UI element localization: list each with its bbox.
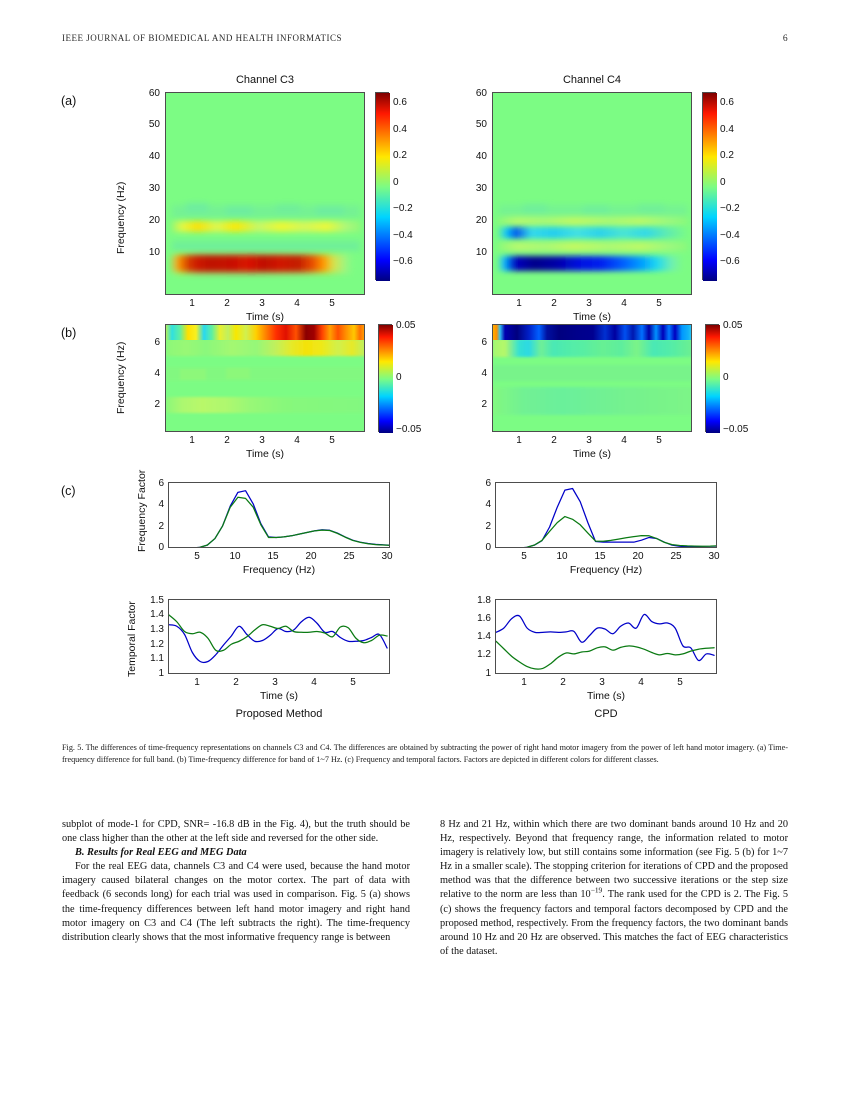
ytick-ct-right-1: 1 <box>485 668 491 679</box>
ytick-a-left-40: 40 <box>148 151 160 162</box>
figure-5 <box>60 62 790 732</box>
ytick-a-right-50: 50 <box>475 119 487 130</box>
xtick-ct-right-1: 1 <box>521 677 527 688</box>
ytick-cf-right-2: 2 <box>485 521 491 532</box>
series-line-1 <box>169 497 390 548</box>
xtick-cf-right-30: 30 <box>708 551 720 562</box>
xtick-cf-right-20: 20 <box>632 551 644 562</box>
ytick-a-right-10: 10 <box>475 247 487 258</box>
panel-c-tag: (c) <box>61 484 76 498</box>
ytick-cf-left-0: 0 <box>158 542 164 553</box>
lineplot-temporal-factor-proposed <box>168 599 390 674</box>
xlabel-a-left: Time (s) <box>245 311 285 323</box>
xtick-ct-left-3: 3 <box>272 677 278 688</box>
xtick-ct-right-4: 4 <box>638 677 644 688</box>
ytick-b-right-4: 4 <box>481 368 487 379</box>
title-channel-c3: Channel C3 <box>235 74 295 86</box>
series-line-0 <box>169 617 387 662</box>
ytick-a-right-60: 60 <box>475 88 487 99</box>
ylabel-a-left: Frequency (Hz) <box>115 181 127 254</box>
series-line-1 <box>169 615 387 651</box>
bottom-label-proposed: Proposed Method <box>235 708 323 720</box>
xtick-b-left-2: 2 <box>224 435 230 446</box>
cbtick-b-left-0: 0 <box>396 372 402 383</box>
cbtick-a-right-n0.2: −0.2 <box>720 203 740 214</box>
cbtick-a-right-n0.6: −0.6 <box>720 256 740 267</box>
xlabel-b-right: Time (s) <box>572 448 612 460</box>
series-line-0 <box>169 491 390 548</box>
xtick-cf-left-20: 20 <box>305 551 317 562</box>
ytick-cf-right-6: 6 <box>485 478 491 489</box>
xtick-cf-left-15: 15 <box>267 551 279 562</box>
xtick-cf-left-10: 10 <box>229 551 241 562</box>
heatmap-c4-full <box>492 92 692 295</box>
xlabel-ct-left: Time (s) <box>259 690 299 702</box>
ytick-a-right-40: 40 <box>475 151 487 162</box>
series-line-1 <box>496 641 714 669</box>
xtick-b-left-3: 3 <box>259 435 265 446</box>
ylabel-cf-left: Frequency Factor <box>136 469 148 552</box>
cbtick-a-left-0: 0 <box>393 177 399 188</box>
cbtick-a-right-0.2: 0.2 <box>720 150 734 161</box>
xtick-ct-left-5: 5 <box>350 677 356 688</box>
cbtick-b-right-0: 0 <box>723 372 729 383</box>
series-line-0 <box>496 489 717 549</box>
ytick-a-right-30: 30 <box>475 183 487 194</box>
figure-caption: Fig. 5. The differences of time-frequency representations on channels C3 and C4. The differences are obtained by subtracting the power of right hand motor imagery from the power of left hand motor imagery. (a) Time-frequency difference for full band. (b) Time-frequency difference for band of 1~7 Hz. (c) Frequency and temporal factors. Factors are depicted in different colors for different classes. <box>62 743 788 764</box>
xtick-cf-left-30: 30 <box>381 551 393 562</box>
xtick-b-right-3: 3 <box>586 435 592 446</box>
ylabel-b-left: Frequency (Hz) <box>115 341 127 414</box>
heatmap-c3-full <box>165 92 365 295</box>
ytick-cf-left-6: 6 <box>158 478 164 489</box>
xtick-a-left-1: 1 <box>189 298 195 309</box>
xtick-b-left-5: 5 <box>329 435 335 446</box>
ytick-a-left-30: 30 <box>148 183 160 194</box>
colorbar-a-right <box>702 92 716 280</box>
xtick-b-left-4: 4 <box>294 435 300 446</box>
ytick-a-left-10: 10 <box>148 247 160 258</box>
ytick-b-left-2: 2 <box>154 399 160 410</box>
cbtick-a-right-n0.4: −0.4 <box>720 230 740 241</box>
running-header <box>62 33 788 44</box>
xtick-cf-right-5: 5 <box>521 551 527 562</box>
ylabel-ct-left: Temporal Factor <box>126 601 138 677</box>
paragraph-right-1b: . The rank used for the CPD is 2. The Fig. 5 (c) shows the frequency factors and temporal factors decomposed by CPD and the proposed method, respectively. From the frequency factors, the two dominant bands around 10 Hz and 20 Hz are observed. This matches the fact of EEG characteristics of the dataset. <box>440 889 788 957</box>
xtick-a-right-2: 2 <box>551 298 557 309</box>
ytick-b-left-4: 4 <box>154 368 160 379</box>
cbtick-b-left-n0.05: −0.05 <box>396 424 422 435</box>
ytick-b-left-6: 6 <box>154 337 160 348</box>
ytick-ct-right-1.8: 1.8 <box>477 595 491 606</box>
ytick-cf-left-4: 4 <box>158 499 164 510</box>
xtick-a-left-2: 2 <box>224 298 230 309</box>
xlabel-ct-right: Time (s) <box>586 690 626 702</box>
xlabel-cf-left: Frequency (Hz) <box>242 564 316 576</box>
cbtick-a-left-0.6: 0.6 <box>393 97 407 108</box>
heatmap-c4-lowband <box>492 324 692 432</box>
xtick-cf-right-15: 15 <box>594 551 606 562</box>
xtick-ct-left-1: 1 <box>194 677 200 688</box>
xtick-a-left-5: 5 <box>329 298 335 309</box>
title-channel-c4: Channel C4 <box>562 74 622 86</box>
colorbar-a-left <box>375 92 389 280</box>
ytick-ct-left-1.5: 1.5 <box>150 595 164 606</box>
cbtick-a-right-0: 0 <box>720 177 726 188</box>
cbtick-a-left-n0.4: −0.4 <box>393 230 413 241</box>
xtick-a-right-5: 5 <box>656 298 662 309</box>
cbtick-a-right-0.6: 0.6 <box>720 97 734 108</box>
cbtick-b-right-0.05: 0.05 <box>723 320 743 331</box>
xtick-ct-left-4: 4 <box>311 677 317 688</box>
series-line-1 <box>496 517 717 548</box>
xlabel-b-left: Time (s) <box>245 448 285 460</box>
lineplot-freq-factor-cpd <box>495 482 717 548</box>
panel-b-tag: (b) <box>61 326 77 340</box>
ytick-ct-left-1.3: 1.3 <box>150 624 164 635</box>
xtick-a-left-3: 3 <box>259 298 265 309</box>
cbtick-a-left-n0.2: −0.2 <box>393 203 413 214</box>
body-columns <box>62 818 788 1058</box>
paragraph-right-1a: 8 Hz and 21 Hz, within which there are two dominant bands around 10 Hz and 20 Hz, respectively. Beyond that frequency range, the information related to motor imagery is relatively low, but still contains some information (see Fig. 5 (b) for 1~7 Hz in a smaller scale). The stopping criterion for iterations of CPD and the proposed method was that the difference between two successive iterations or the step size relative to the norm are less than 10 <box>440 819 788 901</box>
xtick-cf-right-25: 25 <box>670 551 682 562</box>
xtick-ct-left-2: 2 <box>233 677 239 688</box>
ytick-cf-left-2: 2 <box>158 521 164 532</box>
ytick-ct-left-1.1: 1.1 <box>150 653 164 664</box>
heatmap-c3-lowband <box>165 324 365 432</box>
xlabel-cf-right: Frequency (Hz) <box>569 564 643 576</box>
ytick-ct-left-1: 1 <box>158 668 164 679</box>
xtick-a-right-3: 3 <box>586 298 592 309</box>
ytick-b-right-6: 6 <box>481 337 487 348</box>
section-heading-b: B. Results for Real EEG and MEG Data <box>75 847 247 859</box>
xtick-cf-right-10: 10 <box>556 551 568 562</box>
ytick-a-right-20: 20 <box>475 215 487 226</box>
exponent-minus-19: −19 <box>590 886 603 896</box>
ytick-ct-right-1.4: 1.4 <box>477 631 491 642</box>
xtick-a-left-4: 4 <box>294 298 300 309</box>
xtick-a-right-4: 4 <box>621 298 627 309</box>
ytick-a-left-60: 60 <box>148 88 160 99</box>
column-left <box>62 818 410 945</box>
column-right <box>440 818 788 959</box>
cbtick-a-left-0.4: 0.4 <box>393 124 407 135</box>
ytick-b-right-2: 2 <box>481 399 487 410</box>
colorbar-b-left <box>378 324 392 432</box>
cbtick-a-left-n0.6: −0.6 <box>393 256 413 267</box>
xtick-b-right-5: 5 <box>656 435 662 446</box>
xtick-a-right-1: 1 <box>516 298 522 309</box>
xtick-cf-left-5: 5 <box>194 551 200 562</box>
xlabel-a-right: Time (s) <box>572 311 612 323</box>
xtick-ct-right-5: 5 <box>677 677 683 688</box>
xtick-b-right-2: 2 <box>551 435 557 446</box>
xtick-cf-left-25: 25 <box>343 551 355 562</box>
xtick-ct-right-2: 2 <box>560 677 566 688</box>
ytick-ct-right-1.2: 1.2 <box>477 649 491 660</box>
cbtick-a-left-0.2: 0.2 <box>393 150 407 161</box>
journal-name: IEEE JOURNAL OF BIOMEDICAL AND HEALTH INFORMATICS <box>62 33 343 43</box>
ytick-a-left-20: 20 <box>148 215 160 226</box>
xtick-ct-right-3: 3 <box>599 677 605 688</box>
xtick-b-left-1: 1 <box>189 435 195 446</box>
cbtick-b-left-0.05: 0.05 <box>396 320 416 331</box>
bottom-label-cpd: CPD <box>594 708 618 720</box>
paragraph-left-2: For the real EEG data, channels C3 and C4 were used, because the hand motor imagery caused bilateral changes on the motor cortex. The part of data with feedback (6 seconds long) for each trial was used in comparison. Fig. 5 (a) shows the time-frequency differences between left hand motor imagery and right hand motor imagery on C3 and C4 (The left subtracts the right). The time-frequency distribution clearly shows that the most informative frequency range is between <box>62 861 410 943</box>
paragraph-right-1 <box>440 818 788 959</box>
lineplot-temporal-factor-cpd <box>495 599 717 674</box>
ytick-ct-left-1.2: 1.2 <box>150 639 164 650</box>
cbtick-a-right-0.4: 0.4 <box>720 124 734 135</box>
page-number: 6 <box>782 34 788 44</box>
colorbar-b-right <box>705 324 719 432</box>
xtick-b-right-1: 1 <box>516 435 522 446</box>
ytick-cf-right-4: 4 <box>485 499 491 510</box>
cbtick-b-right-n0.05: −0.05 <box>723 424 749 435</box>
ytick-cf-right-0: 0 <box>485 542 491 553</box>
ytick-ct-left-1.4: 1.4 <box>150 609 164 620</box>
panel-a-tag: (a) <box>61 94 77 108</box>
lineplot-freq-factor-proposed <box>168 482 390 548</box>
ytick-a-left-50: 50 <box>148 119 160 130</box>
paragraph-left-1: subplot of mode-1 for CPD, SNR= -16.8 dB in the Fig. 4), but the truth should be one class higher than the other at the left side and reversed for the other side. <box>62 819 410 845</box>
xtick-b-right-4: 4 <box>621 435 627 446</box>
ytick-ct-right-1.6: 1.6 <box>477 613 491 624</box>
